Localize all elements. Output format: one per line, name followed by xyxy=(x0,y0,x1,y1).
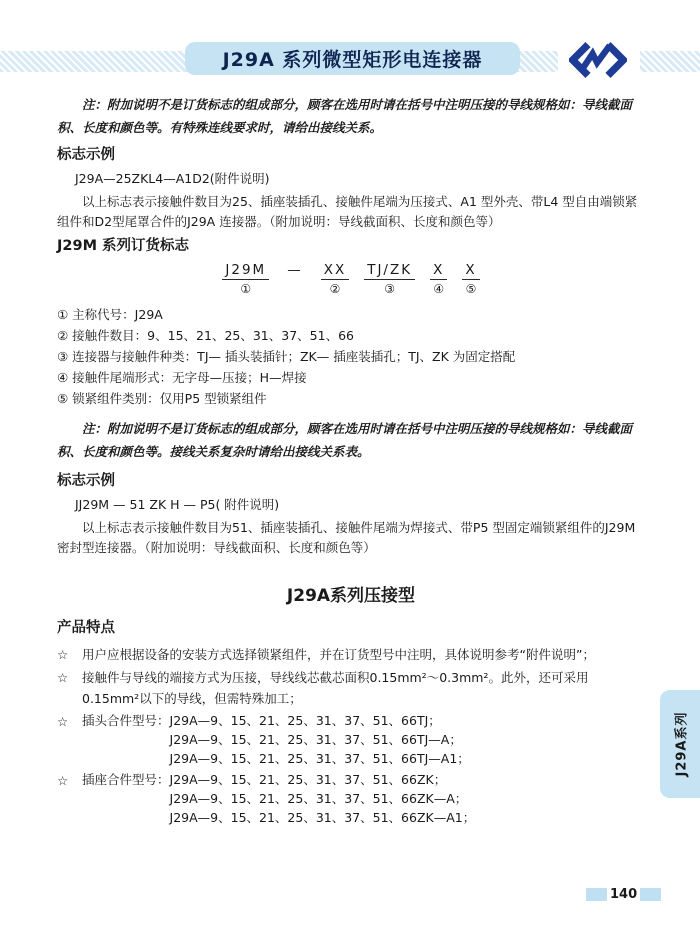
document-body xyxy=(57,93,645,829)
example1-heading: 标志示例 xyxy=(57,147,115,163)
model-line: J29A—9、15、21、25、31、37、51、66TJ—A； xyxy=(169,732,462,747)
list-item: ① 主称代号：J29A xyxy=(57,307,163,322)
star-icon: ☆ xyxy=(57,773,69,788)
series-side-tab-label: J29A系列 xyxy=(674,711,690,777)
formula-part xyxy=(430,262,447,296)
formula-text: TJ/ZK xyxy=(364,262,415,280)
model-line: J29A—9、15、21、25、31、37、51、66ZK—A； xyxy=(169,791,468,806)
intro-note: 注：附加说明不是订货标志的组成部分，顾客在选用时请在括号中注明压接的导线规格如：导线截面积、长度和颜色等。有特殊连线要求时，请给出接线关系。 xyxy=(57,97,633,135)
formula-part xyxy=(462,262,479,296)
page-title: J29A 系列微型矩形电连接器 xyxy=(185,42,520,75)
formula-number: ⑤ xyxy=(465,282,477,296)
formula-text: X xyxy=(462,262,479,280)
feature-bullet xyxy=(57,667,645,709)
page-number: 140 xyxy=(610,886,638,902)
series-side-tab xyxy=(660,690,700,798)
model-line: J29A—9、15、21、25、31、37、51、66ZK； xyxy=(169,772,447,787)
list-item: ④ 接触件尾端形式：无字母—压接；H—焊接 xyxy=(57,370,307,385)
example1-code: J29A—25ZKL4—A1D2(附件说明) xyxy=(75,171,270,186)
plug-models-label: 插头合件型号： xyxy=(82,713,170,728)
formula-number: ① xyxy=(240,282,252,296)
formula-number: ④ xyxy=(433,282,445,296)
ordering-key-list xyxy=(57,304,645,409)
formula-text: X xyxy=(430,262,447,280)
example2-code: JJ29M — 51 ZK H — P5( 附件说明) xyxy=(75,497,280,512)
formula-text: J29M xyxy=(222,262,269,280)
features-heading: 产品特点 xyxy=(57,620,115,636)
example2-heading: 标志示例 xyxy=(57,473,115,489)
ordering-heading: J29M 系列订货标志 xyxy=(57,238,190,254)
model-line: J29A—9、15、21、25、31、37、51、66TJ； xyxy=(169,713,441,728)
formula-part xyxy=(321,262,350,296)
example1-description: 以上标志表示接触件数目为25、插座装插孔、接触件尾端为压接式、A1 型外壳、带L4 型自由端锁紧组件和D2型尾罩合件的J29A 连接器。（附加说明：导线截面积、长度和颜色等） xyxy=(57,194,638,229)
formula-text: XX xyxy=(321,262,350,280)
formula-part xyxy=(222,262,269,296)
formula-dash: — xyxy=(287,262,303,278)
feature-text: 用户应根据设备的安装方式选择锁紧组件，并在订货型号中注明，具体说明参考“附件说明”； xyxy=(82,647,595,662)
footer-accent-left xyxy=(586,888,607,901)
list-item: ② 接触件数目：9、15、21、25、31、37、51、66 xyxy=(57,328,354,343)
socket-models-label: 插座合件型号： xyxy=(82,772,170,787)
list-item: ③ 连接器与接触件种类：TJ— 插头装插针；ZK— 插座装插孔；TJ、ZK 为固定搭配 xyxy=(57,349,516,364)
plug-model-list xyxy=(170,711,645,768)
brand-logo-icon xyxy=(567,39,629,81)
feature-bullet xyxy=(57,644,645,665)
plug-models-bullet xyxy=(57,711,645,768)
model-line: J29A—9、15、21、25、31、37、51、66TJ—A1； xyxy=(169,751,470,766)
example2-description: 以上标志表示接触件数目为51、插座装插孔、接触件尾端为焊接式、带P5 型固定端锁紧组件的J29M 密封型连接器。（附加说明：导线截面积、长度和颜色等） xyxy=(57,520,636,555)
crimp-section-title: J29A系列压接型 xyxy=(286,586,416,606)
ordering-formula xyxy=(57,262,645,296)
star-icon: ☆ xyxy=(57,647,69,662)
star-icon: ☆ xyxy=(57,714,69,729)
model-line: J29A—9、15、21、25、31、37、51、66ZK—A1； xyxy=(169,810,476,825)
formula-part xyxy=(284,262,306,279)
list-item: ⑤ 锁紧组件类别：仅用P5 型锁紧组件 xyxy=(57,391,267,406)
page-footer xyxy=(586,887,661,901)
socket-models-bullet xyxy=(57,770,645,827)
footer-accent-right xyxy=(640,888,661,901)
second-note: 注：附加说明不是订货标志的组成部分，顾客在选用时请在括号中注明压接的导线规格如：导线截面积、长度和颜色等。接线关系复杂时请给出接线关系表。 xyxy=(57,421,633,459)
formula-number: ② xyxy=(329,282,341,296)
star-icon: ☆ xyxy=(57,670,69,685)
formula-number: ③ xyxy=(384,282,396,296)
socket-model-list xyxy=(170,770,645,827)
feature-text: 接触件与导线的端接方式为压接，导线线芯截芯面积0.15mm²～0.3mm²。此外，还可采用0.15mm²以下的导线，但需特殊加工； xyxy=(82,670,589,706)
formula-part xyxy=(364,262,415,296)
